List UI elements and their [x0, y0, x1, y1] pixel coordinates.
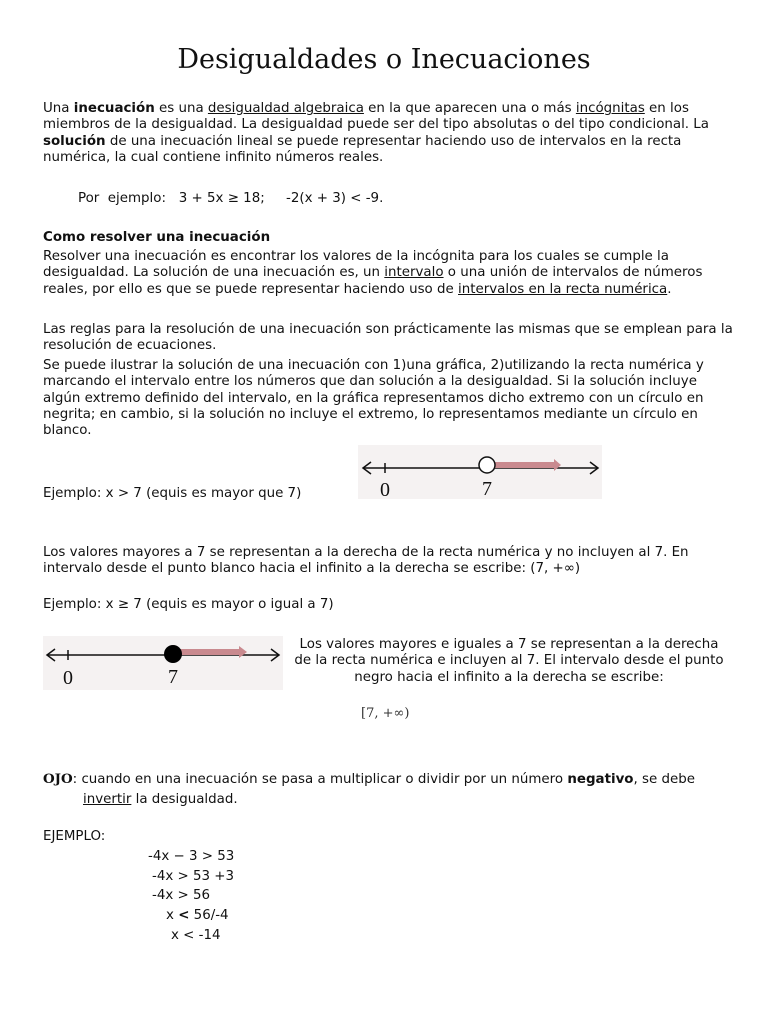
- example-expressions: Por ejemplo: 3 + 5x ≥ 18; -2(x + 3) < -9.: [78, 191, 384, 206]
- how-to-paragraph: Resolver una inecuación es encontrar los valores de la incógnita para los cuales se cumple la desigualdad. La solución de una inecuación es, un intervalo o una unión de intervalos de números reales, por ello es que se puede representar haciendo uso de intervalos en la recta numérica.: [43, 249, 703, 297]
- link-invertir[interactable]: invertir: [83, 791, 132, 807]
- ojo-label: OJO: [43, 771, 73, 787]
- tick-label-7: 7: [482, 478, 492, 499]
- tick-label-7: 7: [168, 666, 178, 688]
- step-1: -4x − 3 > 53: [148, 849, 235, 864]
- rules-paragraph: Las reglas para la resolución de una inecuación son prácticamente las mismas que se emplean para la resolución de ecuaciones.: [43, 322, 733, 354]
- illustrate-paragraph: Se puede ilustrar la solución de una inecuación con 1)una gráfica, 2)utilizando la recta numérica y marcando el intervalo entre los números que dan solución a la desigualdad. Si la solución incluye algún extremo definido del intervalo, en la gráfica representamos dicho extremo con un círculo en negrita; en cambio, si la solución no incluye el extremo, lo representamos mediante un círculo en blanco.: [43, 358, 704, 439]
- closed-circle: [164, 645, 182, 663]
- tick-label-0: 0: [63, 667, 73, 689]
- step-2: -4x > 53 +3: [152, 869, 235, 884]
- link-intervalos-recta-numerica[interactable]: intervalos en la recta numérica: [458, 281, 668, 297]
- open-circle: [479, 457, 495, 473]
- example1-explanation: Los valores mayores a 7 se representan a la derecha de la recta numérica y no incluyen al 7. En intervalo desde el punto blanco hacia el infinito a la derecha se escribe: (7, +∞): [43, 545, 689, 577]
- link-desigualdad-algebraica[interactable]: desigualdad algebraica: [207, 101, 364, 116]
- link-intervalo[interactable]: intervalo: [384, 265, 444, 281]
- ejemplo-heading: EJEMPLO:: [43, 829, 106, 844]
- term-solucion: solución: [43, 133, 106, 149]
- solution-arrow: [179, 649, 241, 655]
- term-inecuacion: inecuación: [73, 101, 155, 116]
- step-5: x < -14: [171, 928, 221, 943]
- interval-notation: [7, +∞): [361, 706, 410, 721]
- example1-label: Ejemplo: x > 7 (equis es mayor que 7): [43, 486, 302, 501]
- solution-arrow: [494, 462, 556, 468]
- tick-label-0: 0: [380, 479, 390, 499]
- number-line-open: [358, 445, 602, 499]
- step-3: -4x > 56: [152, 888, 211, 903]
- number-line-closed: [43, 636, 283, 690]
- how-to-heading: Como resolver una inecuación: [43, 230, 271, 245]
- step-4: x < 56/-4: [166, 908, 229, 923]
- link-incognitas[interactable]: incógnitas: [575, 101, 645, 116]
- page-title: Desigualdades o Inecuaciones: [177, 44, 591, 75]
- intro-paragraph: Una inecuación es una desigualdad algebraica en la que aparecen una o más incógnitas en los miembros de la desigualdad. La desigualdad puede ser del tipo absolutas o del tipo condicional. La solución de una inecuación lineal se puede representar haciendo uso de intervalos en la recta numérica, la cual contiene infinito números reales.: [43, 101, 709, 165]
- ojo-paragraph: OJO: cuando en una inecuación se pasa a multiplicar o dividir por un número negativo, se debe invertir la desigualdad.: [43, 771, 695, 807]
- example2-explanation: Los valores mayores e iguales a 7 se representan a la derecha de la recta numérica e incluyen al 7. El intervalo desde el punto negro hacia el infinito a la derecha se escribe:: [294, 637, 724, 685]
- example2-label: Ejemplo: x ≥ 7 (equis es mayor o igual a 7): [43, 597, 334, 612]
